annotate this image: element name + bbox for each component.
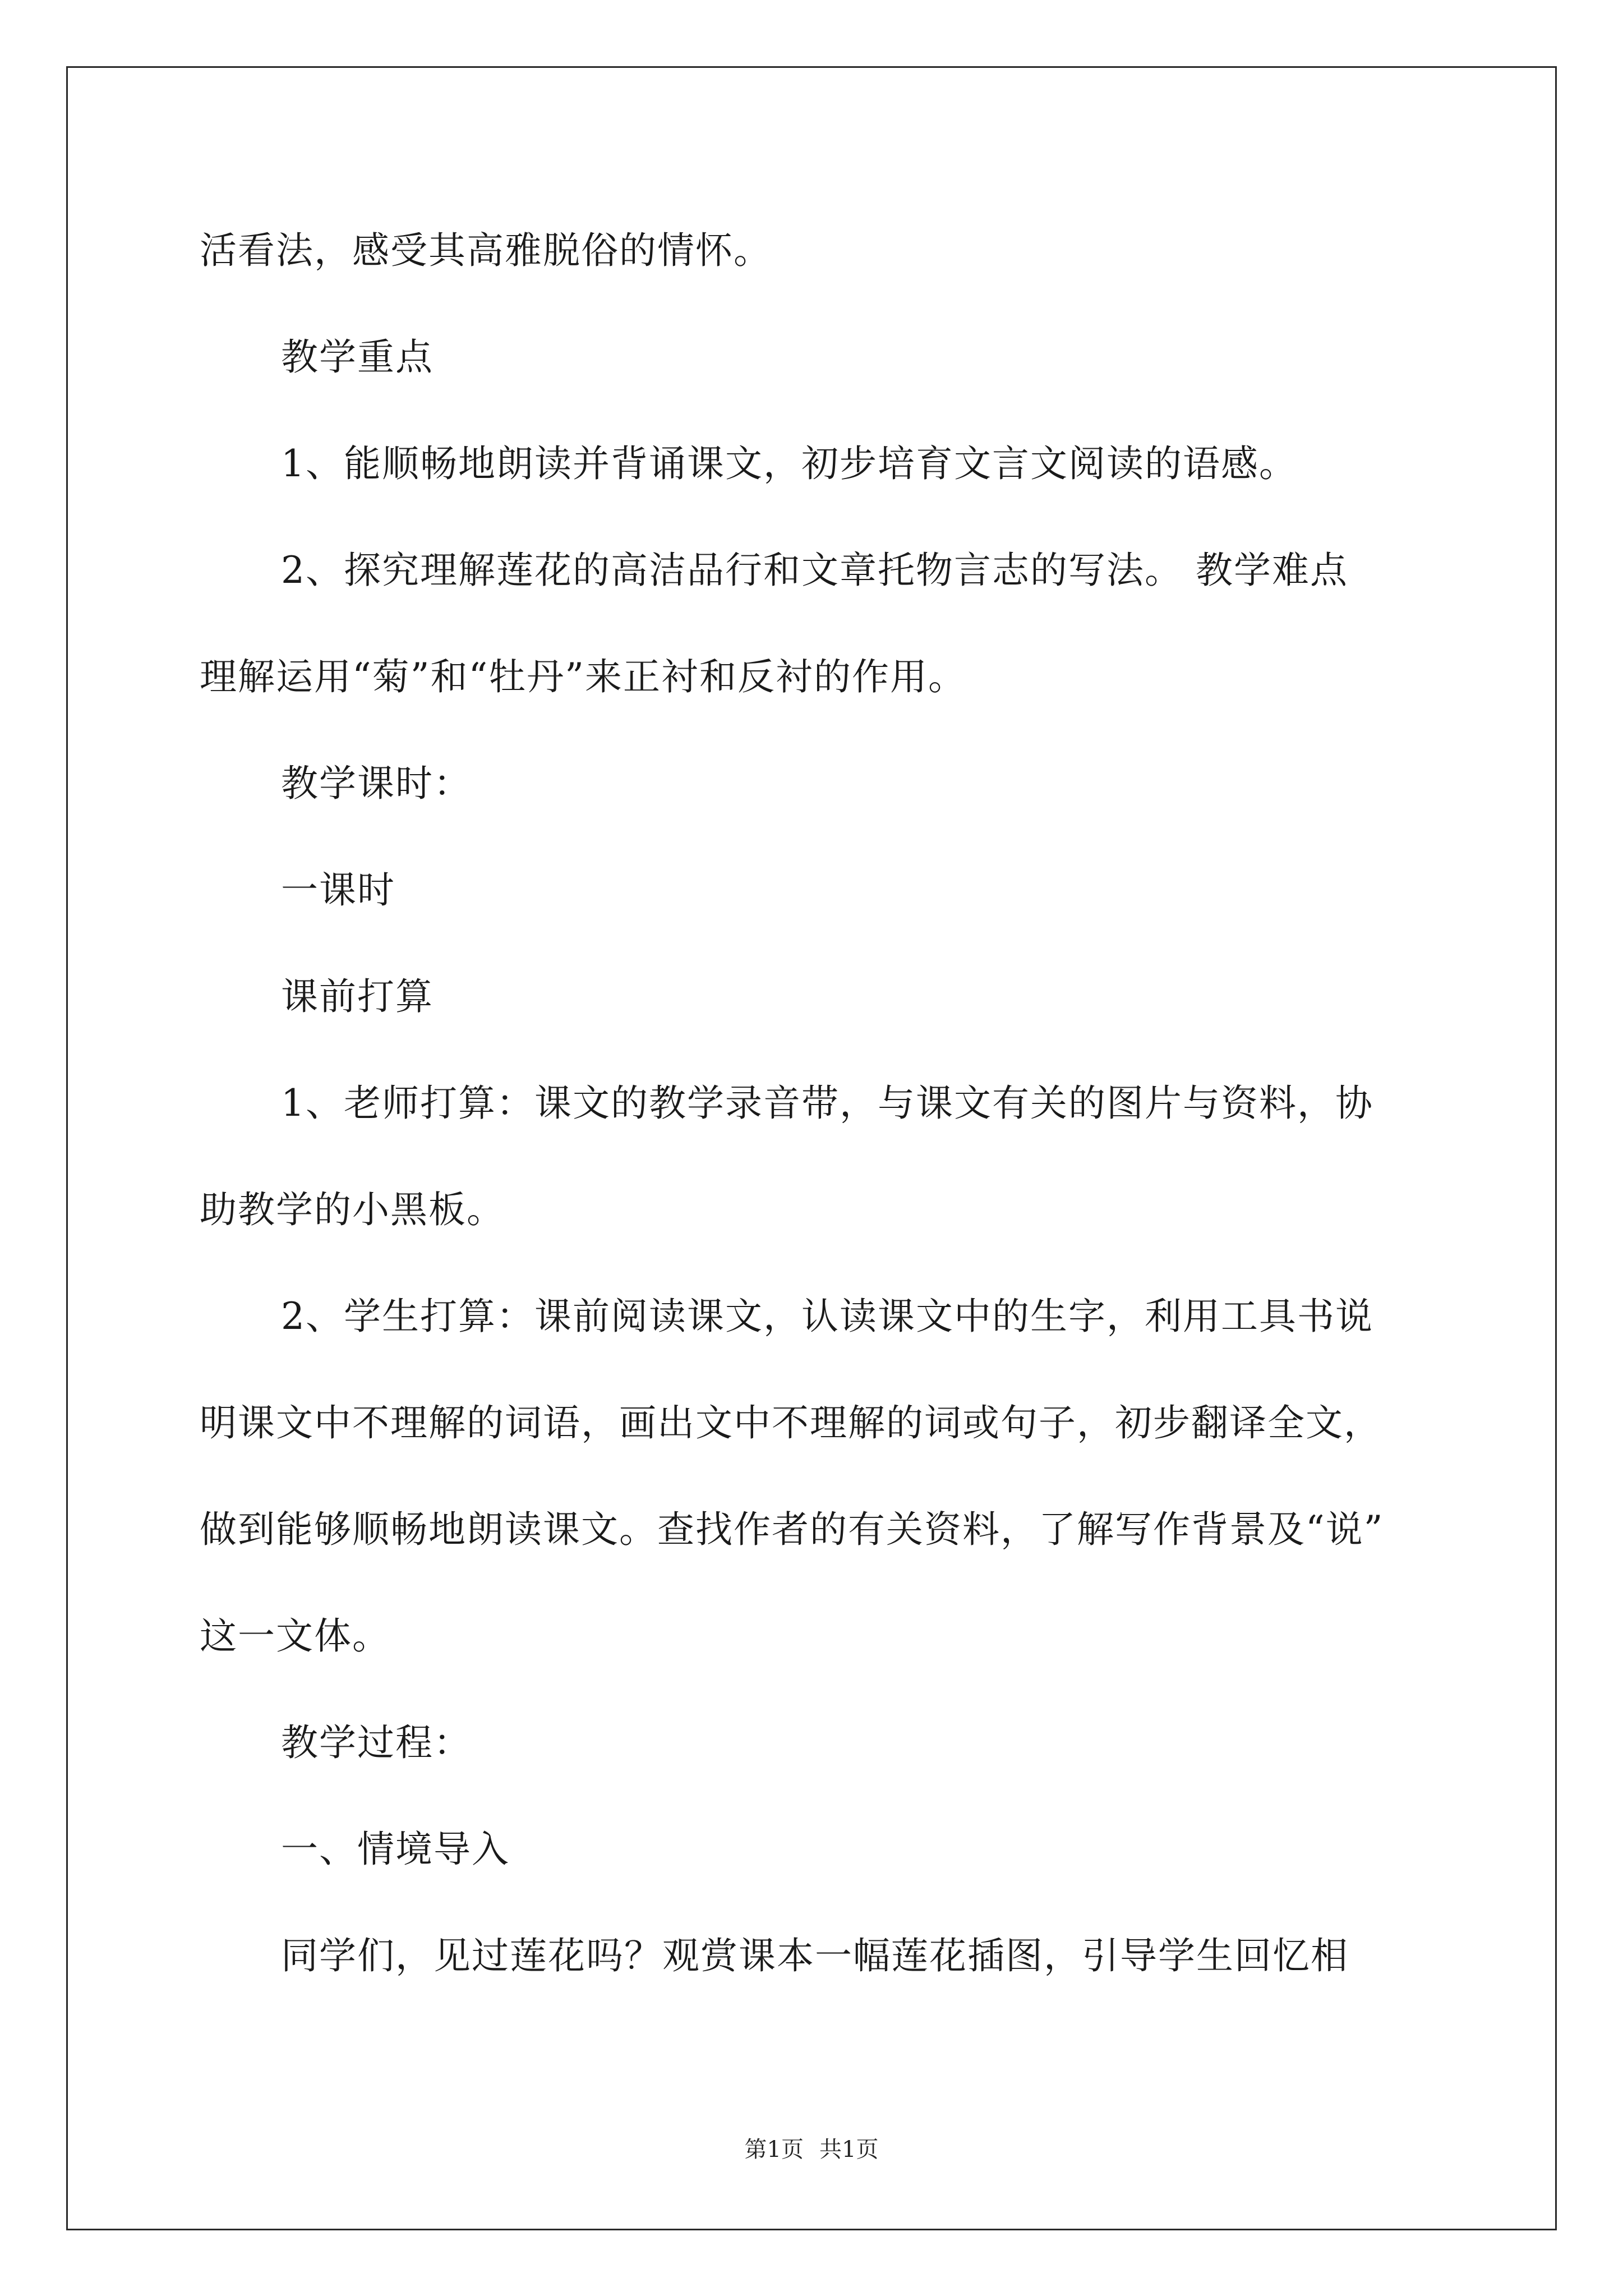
text-line: 明课文中不理解的词语，画出文中不理解的词或句子，初步翻译全文， [200,1401,1382,1444]
page-number-current: 第1页 [744,2137,804,2162]
heading-preparation: 课前打算 [281,975,434,1018]
page-footer [0,2133,1623,2166]
text-line: 2、学生打算：课前阅读课文，认读课文中的生字，利用工具书说 [281,1295,1373,1338]
page-number-total: 共1页 [819,2137,879,2162]
text-line: 理解运用“菊”和“牡丹”来正衬和反衬的作用。 [200,655,966,698]
text-line: 做到能够顺畅地朗读课文。查找作者的有关资料，了解写作背景及“说” [200,1508,1384,1551]
text-line: 这一文体。 [200,1614,390,1658]
heading-teaching-focus: 教学重点 [281,335,434,379]
heading-scenario-intro: 一、情境导入 [281,1828,510,1871]
text-line: 同学们，见过莲花吗？观赏课本一幅莲花插图，引导学生回忆相 [281,1934,1349,1977]
text-line: 一课时 [281,868,395,912]
text-line: 助教学的小黑板。 [200,1188,505,1231]
heading-class-hours: 教学课时： [281,762,472,805]
text-line: 1、能顺畅地朗读并背诵课文，初步培育文言文阅读的语感。 [281,442,1297,485]
page-border [66,66,1557,2230]
text-line: 活看法，感受其高雅脱俗的情怀。 [200,229,772,272]
text-line: 1、老师打算：课文的教学录音带，与课文有关的图片与资料，协 [281,1082,1373,1125]
heading-teaching-process: 教学过程： [281,1721,472,1764]
text-line: 2、探究理解莲花的高洁品行和文章托物言志的写法。 教学难点 [281,549,1348,592]
